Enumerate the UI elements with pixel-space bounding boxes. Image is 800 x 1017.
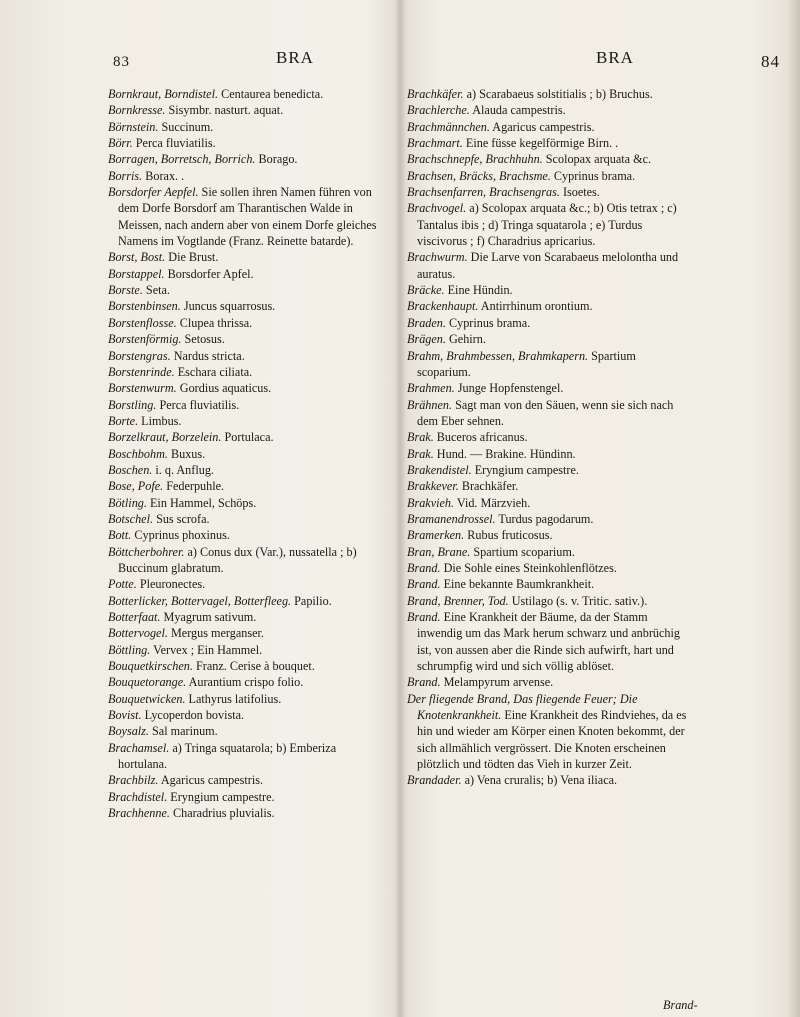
entry-definition: Isoetes.: [562, 185, 600, 200]
dictionary-entry: [108, 478, 378, 494]
dictionary-entry: [108, 789, 378, 805]
entry-headword: Böttling.: [108, 642, 151, 657]
dictionary-entry: [407, 397, 691, 430]
dictionary-entry: [108, 413, 378, 429]
entry-headword: Bouquetorange.: [108, 675, 187, 690]
dictionary-entry: [108, 315, 378, 331]
entry-headword: Borte.: [108, 413, 139, 428]
entry-headword: Brägen.: [407, 332, 446, 347]
entry-headword: Bräcke.: [407, 283, 445, 298]
entry-headword: Brachamsel.: [108, 740, 170, 755]
dictionary-entry: [108, 511, 378, 527]
entry-definition: Spartium scoparium.: [473, 544, 575, 559]
left-page: [0, 0, 395, 1017]
entry-headword: Bouquetkirschen.: [108, 659, 193, 674]
entry-headword: Botterfaat.: [108, 610, 161, 624]
dictionary-entry: [407, 544, 691, 560]
entry-headword: Bornkresse.: [108, 103, 166, 118]
entry-definition: Mergus merganser.: [170, 626, 264, 641]
entry-headword: Brakvieh.: [407, 495, 455, 510]
left-column: [108, 86, 378, 821]
entry-headword: Borstengras.: [108, 348, 171, 363]
entry-definition: Antirrhinum orontium.: [480, 299, 593, 314]
entry-headword: Potte.: [108, 577, 137, 592]
dictionary-entry: [407, 495, 691, 511]
entry-definition: Franz. Cerise à bouquet.: [196, 659, 315, 674]
entry-definition: Turdus pagodarum.: [498, 511, 594, 526]
catchword: Brand-: [663, 998, 698, 1012]
entry-headword: Botterlicker, Bottervagel, Botterfleeg.: [108, 593, 292, 608]
dictionary-entry: [407, 527, 691, 543]
dictionary-entry: [407, 560, 691, 576]
entry-headword: Bornkraut, Borndistel.: [108, 87, 219, 101]
entry-definition: Succinum.: [161, 119, 214, 134]
entry-headword: Bovist.: [108, 708, 142, 723]
entry-definition: Borsdorfer Apfel.: [167, 266, 254, 281]
entry-headword: Brand.: [407, 560, 441, 575]
dictionary-entry: [108, 609, 378, 625]
entry-headword: Brähnen.: [407, 397, 453, 412]
right-running-header: [405, 48, 800, 78]
entry-definition: Agaricus campestris.: [492, 119, 595, 134]
entry-definition: Brachkäfer.: [461, 479, 519, 494]
entry-headword: Bran, Brane.: [407, 544, 471, 559]
dictionary-entry: [108, 135, 378, 151]
dictionary-entry: [407, 593, 691, 609]
entry-definition: Buceros africanus.: [436, 430, 528, 445]
entry-headword: Brachsen, Bräcks, Brachsme.: [407, 168, 551, 183]
entry-definition: Borax. .: [145, 168, 185, 183]
entry-definition: Cyprinus phoxinus.: [134, 528, 230, 543]
dictionary-entry: [407, 609, 691, 674]
dictionary-entry: [407, 315, 691, 331]
entry-headword: Borstenbinsen.: [108, 299, 181, 314]
entry-headword: Brahmen.: [407, 381, 455, 396]
dictionary-entry: [108, 707, 378, 723]
entry-definition: Lathyrus latifolius.: [188, 691, 282, 706]
entry-definition: Limbus.: [141, 413, 182, 428]
right-column: [407, 86, 691, 789]
dictionary-entry: [407, 511, 691, 527]
entry-headword: Börr.: [108, 136, 133, 151]
entry-headword: Brachdistel.: [108, 789, 168, 804]
entry-headword: Brachmart.: [407, 136, 463, 151]
entry-headword: Boysalz.: [108, 724, 149, 739]
dictionary-entry: [108, 249, 378, 265]
entry-headword: Borsdorfer Aepfel.: [108, 185, 199, 200]
entry-headword: Brakendistel.: [407, 462, 472, 477]
entry-definition: Sisymbr. nasturt. aquat.: [168, 103, 284, 118]
dictionary-entry: [108, 102, 378, 118]
entry-definition: Eschara ciliata.: [177, 364, 253, 379]
entry-headword: Borris.: [108, 168, 143, 183]
dictionary-entry: [407, 380, 691, 396]
dictionary-entry: [108, 674, 378, 690]
entry-headword: Brand.: [407, 610, 441, 624]
entry-headword: Brand.: [407, 675, 441, 690]
entry-headword: Borst, Bost.: [108, 250, 166, 265]
dictionary-entry: [108, 658, 378, 674]
left-page-number: 83: [113, 54, 130, 70]
dictionary-entry: [108, 380, 378, 396]
entry-headword: Brakkever.: [407, 479, 459, 494]
entry-definition: Perca fluviatilis.: [159, 397, 240, 412]
entry-headword: Borstenwurm.: [108, 381, 177, 396]
entry-headword: Boschen.: [108, 462, 153, 477]
entry-definition: Sagt man von den Säuen, wenn sie sich nach dem Eber sehnen.: [417, 397, 674, 428]
entry-definition: Vervex ; Ein Hammel.: [153, 642, 263, 657]
entry-definition: Gordius aquaticus.: [179, 381, 272, 396]
dictionary-entry: [108, 495, 378, 511]
entry-definition: Charadrius pluvialis.: [172, 806, 275, 821]
entry-headword: Bose, Pofe.: [108, 479, 164, 494]
entry-definition: Clupea thrissa.: [179, 315, 253, 330]
entry-headword: Brachschnepfe, Brachhuhn.: [407, 152, 543, 167]
entry-definition: Melampyrum arvense.: [443, 675, 554, 690]
dictionary-entry: [108, 723, 378, 739]
dictionary-entry: [108, 544, 378, 577]
entry-headword: Brachmännchen.: [407, 119, 490, 134]
dictionary-entry: [407, 184, 691, 200]
entry-definition: Eine Hündin.: [447, 283, 513, 298]
entry-definition: Juncus squarrosus.: [183, 299, 276, 314]
entry-definition: Cyprinus brama.: [553, 168, 636, 183]
dictionary-entry: [108, 348, 378, 364]
dictionary-entry: [407, 135, 691, 151]
dictionary-entry: [407, 429, 691, 445]
entry-headword: Brachbilz.: [108, 773, 159, 788]
dictionary-entry: [108, 168, 378, 184]
dictionary-entry: [108, 527, 378, 543]
entry-definition: Aurantium crispo folio.: [188, 675, 304, 690]
entry-headword: Brak.: [407, 446, 434, 461]
entry-definition: Papilio.: [294, 593, 332, 608]
dictionary-entry: [407, 331, 691, 347]
entry-definition: Eine bekannte Baumkrankheit.: [443, 577, 595, 592]
dictionary-entry: [108, 429, 378, 445]
dictionary-entry: [407, 462, 691, 478]
entry-definition: Portulaca.: [224, 430, 274, 445]
entry-definition: Seta.: [145, 283, 170, 298]
dictionary-entry: [108, 119, 378, 135]
entry-headword: Brandader.: [407, 773, 462, 788]
right-running-head: BRA: [596, 48, 634, 67]
entry-headword: Brackenhaupt.: [407, 299, 479, 314]
dictionary-entry: [108, 331, 378, 347]
entry-definition: Die Sohle eines Steinkohlenflötzes.: [443, 560, 617, 575]
entry-headword: Börnstein.: [108, 119, 159, 134]
entry-headword: Borstenrinde.: [108, 364, 175, 379]
entry-definition: Nardus stricta.: [173, 348, 245, 363]
entry-definition: Eine Krankheit der Bäume, da der Stamm inwendig um das Mark herum schwarz und anbrüchig ist, von aussen aber die Rinde sich aufwirft, hart und schrumpfig wird und sich völlig ablöset.: [417, 610, 680, 674]
entry-headword: Boschbohm.: [108, 446, 168, 461]
entry-headword: Böttcherbohrer.: [108, 544, 185, 559]
dictionary-entry: [108, 593, 378, 609]
dictionary-entry: [108, 446, 378, 462]
entry-definition: Hund. — Brakine. Hündinn.: [436, 446, 576, 461]
entry-headword: Borstenflosse.: [108, 315, 177, 330]
dictionary-entry: [407, 674, 691, 690]
entry-headword: Brahm, Brahmbessen, Brahmkapern.: [407, 348, 589, 363]
entry-definition: Sie sollen ihren Namen führen von dem Dorfe Borsdorf am Tharantischen Walde in Meissen, nach andern aber von einem Dorfe gleiches Namens im Vogtlande (Franz. Reinette batarde).: [118, 185, 377, 249]
dictionary-entry: [407, 200, 691, 249]
entry-headword: Brachvogel.: [407, 201, 467, 216]
entry-headword: Braden.: [407, 315, 446, 330]
left-running-header: [0, 48, 395, 78]
dictionary-entry: [407, 168, 691, 184]
entry-definition: Setosus.: [184, 332, 225, 347]
dictionary-entry: [407, 772, 691, 788]
entry-definition: a) Vena cruralis; b) Vena iliaca.: [464, 773, 618, 788]
entry-headword: Bramerken.: [407, 528, 465, 543]
entry-definition: Centaurea benedicta.: [221, 87, 324, 101]
entry-definition: a) Conus dux (Var.), nussatella ; b) Buccinum glabratum.: [118, 544, 357, 575]
entry-definition: Die Larve von Scarabaeus melolontha und auratus.: [417, 250, 679, 281]
entry-definition: a) Scarabaeus solstitialis ; b) Bruchus.: [466, 87, 653, 101]
dictionary-entry: [407, 86, 691, 102]
entry-definition: Scolopax arquata &c.: [545, 152, 652, 167]
left-running-head: BRA: [276, 48, 314, 67]
entry-definition: Die Brust.: [168, 250, 219, 265]
dictionary-entry: [407, 446, 691, 462]
entry-definition: Pleuronectes.: [139, 577, 206, 592]
dictionary-entry: [108, 805, 378, 821]
entry-definition: Vid. Märzvieh.: [456, 495, 531, 510]
dictionary-entry: [108, 397, 378, 413]
right-page-number: 84: [761, 52, 780, 71]
entry-definition: Spartium scoparium.: [417, 348, 636, 379]
dictionary-entry: [108, 282, 378, 298]
entry-headword: Brand, Brenner, Tod.: [407, 593, 509, 608]
dictionary-entry: [407, 102, 691, 118]
entry-headword: Brand.: [407, 577, 441, 592]
entry-definition: Perca fluviatilis.: [135, 136, 216, 151]
page-edge: [786, 0, 800, 1017]
entry-headword: Bouquetwicken.: [108, 691, 186, 706]
dictionary-entry: [108, 151, 378, 167]
entry-headword: Borragen, Borretsch, Borrich.: [108, 152, 256, 167]
dictionary-entry: [108, 576, 378, 592]
entry-headword: Bott.: [108, 528, 132, 543]
entry-definition: Alauda campestris.: [472, 103, 566, 118]
dictionary-entry: [108, 298, 378, 314]
dictionary-entry: [108, 462, 378, 478]
dictionary-entry: [407, 151, 691, 167]
dictionary-entry: [407, 298, 691, 314]
entry-headword: Der fliegende Brand, Das fliegende Feuer; Die Knotenkrankheit.: [407, 691, 638, 723]
entry-definition: Ustilago (s. v. Tritic. sativ.).: [511, 593, 648, 608]
entry-definition: Lycoperdon bovista.: [144, 708, 245, 723]
entry-definition: Eine Krankheit des Rindviehes, da es hin und wieder am Körper einen Knoten bekommt, der sich allmählich vergrössert. Die Knoten erscheinen plötzlich und tödten das Vieh in kurzer Zeit.: [417, 708, 687, 772]
dictionary-entry: [108, 86, 378, 102]
entry-headword: Borste.: [108, 283, 143, 298]
entry-definition: Rubus fruticosus.: [467, 528, 553, 543]
entry-headword: Bötling.: [108, 495, 147, 510]
dictionary-entry: [407, 119, 691, 135]
entry-headword: Botschel.: [108, 511, 154, 526]
dictionary-entry: [108, 642, 378, 658]
dictionary-entry: [407, 691, 691, 773]
entry-definition: Agaricus campestris.: [160, 773, 264, 788]
dictionary-entry: [108, 625, 378, 641]
entry-definition: Cyprinus brama.: [448, 315, 531, 330]
entry-definition: Junge Hopfenstengel.: [457, 381, 564, 396]
entry-headword: Brachlerche.: [407, 103, 470, 118]
entry-definition: Eine füsse kegelförmige Birn. .: [465, 136, 619, 151]
entry-definition: Gehirn.: [448, 332, 486, 347]
entry-headword: Borzelkraut, Borzelein.: [108, 430, 222, 445]
dictionary-entry: [108, 691, 378, 707]
dictionary-entry: [108, 184, 378, 249]
entry-headword: Brachkäfer.: [407, 87, 464, 101]
entry-definition: Sal marinum.: [152, 724, 218, 739]
entry-definition: Eryngium campestre.: [474, 462, 579, 477]
right-page: [405, 0, 800, 1017]
entry-headword: Brachsenfarren, Brachsengras.: [407, 185, 560, 200]
dictionary-entry: [108, 364, 378, 380]
entry-definition: a) Scolopax arquata &c.; b) Otis tetrax ; c) Tantalus ibis ; d) Tringa squatarola ; e) Turdus viscivorus ; f) Charadrius apricarius.: [417, 201, 677, 249]
entry-definition: Federpuhle.: [166, 479, 225, 494]
entry-definition: Buxus.: [170, 446, 206, 461]
entry-headword: Brachwurm.: [407, 250, 468, 265]
dictionary-entry: [108, 772, 378, 788]
dictionary-entry: [108, 740, 378, 773]
dictionary-entry: [407, 249, 691, 282]
entry-headword: Bottervogel.: [108, 626, 168, 641]
dictionary-entry: [108, 266, 378, 282]
dictionary-entry: [407, 282, 691, 298]
entry-definition: Eryngium campestre.: [170, 789, 275, 804]
dictionary-entry: [407, 478, 691, 494]
entry-definition: a) Tringa squatarola; b) Emberiza hortulana.: [118, 740, 337, 772]
entry-headword: Bramanendrossel.: [407, 511, 496, 526]
entry-definition: i. q. Anflug.: [155, 462, 214, 477]
entry-headword: Borstenförmig.: [108, 332, 182, 347]
entry-definition: Borago.: [258, 152, 298, 167]
dictionary-entry: [407, 576, 691, 592]
entry-headword: Brak.: [407, 430, 434, 445]
entry-headword: Brachhenne.: [108, 806, 170, 821]
entry-headword: Borstling.: [108, 397, 157, 412]
entry-headword: Borstappel.: [108, 266, 165, 281]
entry-definition: Sus scrofa.: [156, 511, 210, 526]
dictionary-entry: [407, 348, 691, 381]
entry-definition: Ein Hammel, Schöps.: [149, 495, 257, 510]
entry-definition: Myagrum sativum.: [163, 610, 257, 624]
